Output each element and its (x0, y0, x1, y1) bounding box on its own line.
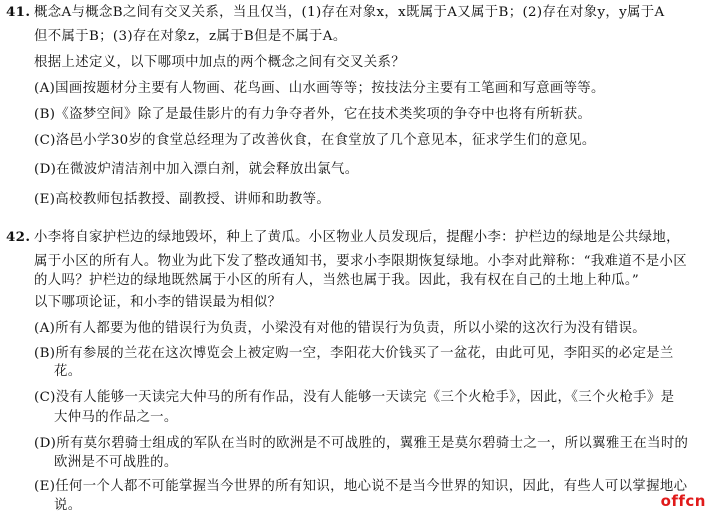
question-number: 41. (6, 4, 31, 20)
option-b: (B)《盗梦空间》除了是最佳影片的有力争夺者外，它在技术类奖项的争夺中也将有所斩获。 (34, 107, 592, 122)
option-c: (C)洛邑小学30岁的食堂总经理为了改善伙食，在食堂放了几个意见本，征求学生们的意见。 (34, 133, 596, 148)
option-b-line-1: (B)所有参展的兰花在这次博览会上被定购一空，李阳花大价钱买了一盆花，由此可见，李阳买的必定是兰 (34, 346, 674, 361)
question-stem-line-2: 但不属于B；(3)存在对象z，z属于B但是不属于A。 (34, 29, 347, 44)
offcn-watermark: offcn (660, 492, 706, 510)
option-e-line-1: (E)任何一个人都不可能掌握当今世界的所有知识，地心说不是当今世界的知识，因此，有些人可以掌握地心 (34, 479, 688, 494)
option-e-line-2: 说。 (54, 498, 82, 513)
option-a: (A)所有人都要为他的错误行为负责，小梁没有对他的错误行为负责，所以小梁的这次行为没有错误。 (34, 321, 647, 336)
question-stem-line-2: 属于小区的所有人。物业为此下发了整改通知书，要求小李限期恢复绿地。小李对此辩称：“我难道不是小区 (34, 254, 688, 269)
question-number: 42. (6, 229, 31, 245)
option-d-line-1: (D)所有莫尔碧骑士组成的军队在当时的欧洲是不可战胜的，翼雅王是莫尔碧骑士之一，所以翼雅王在当时的 (34, 436, 689, 451)
option-b-line-2: 花。 (54, 364, 82, 379)
option-d-line-2: 欧洲是不可战胜的。 (54, 455, 178, 470)
option-a: (A)国画按题材分主要有人物画、花鸟画、山水画等等；按技法分主要有工笔画和写意画等等。 (34, 81, 605, 96)
question-prompt: 以下哪项论证，和小李的错误最为相似？ (34, 295, 282, 310)
question-stem-line-1: 概念A与概念B之间有交叉关系，当且仅当，(1)存在对象x，x既属于A又属于B；(2)存在对象y，y属于A (34, 5, 665, 20)
option-d: (D)在微波炉清洁剂中加入漂白剂，就会释放出氯气。 (34, 162, 359, 177)
question-stem-line-1: 小李将自家护栏边的绿地毁坏，种上了黄瓜。小区物业人员发现后，提醒小李：护栏边的绿地是公共绿地， (34, 230, 680, 245)
question-stem-line-3: 的人吗？护栏边的绿地既然属于小区的所有人，当然也属于我。因此，我有权在自己的土地上种瓜。” (34, 273, 640, 288)
question-prompt: 根据上述定义，以下哪项中加点的两个概念之间有交叉关系？ (34, 55, 405, 70)
option-c-line-2: 大仲马的作品之一。 (54, 410, 178, 425)
option-c-line-1: (C)没有人能够一天读完大仲马的所有作品，没有人能够一天读完《三个火枪手》，因此，《三个火枪手》是 (34, 390, 675, 405)
option-e: (E)高校教师包括教授、副教授、讲师和助教等。 (34, 192, 331, 207)
